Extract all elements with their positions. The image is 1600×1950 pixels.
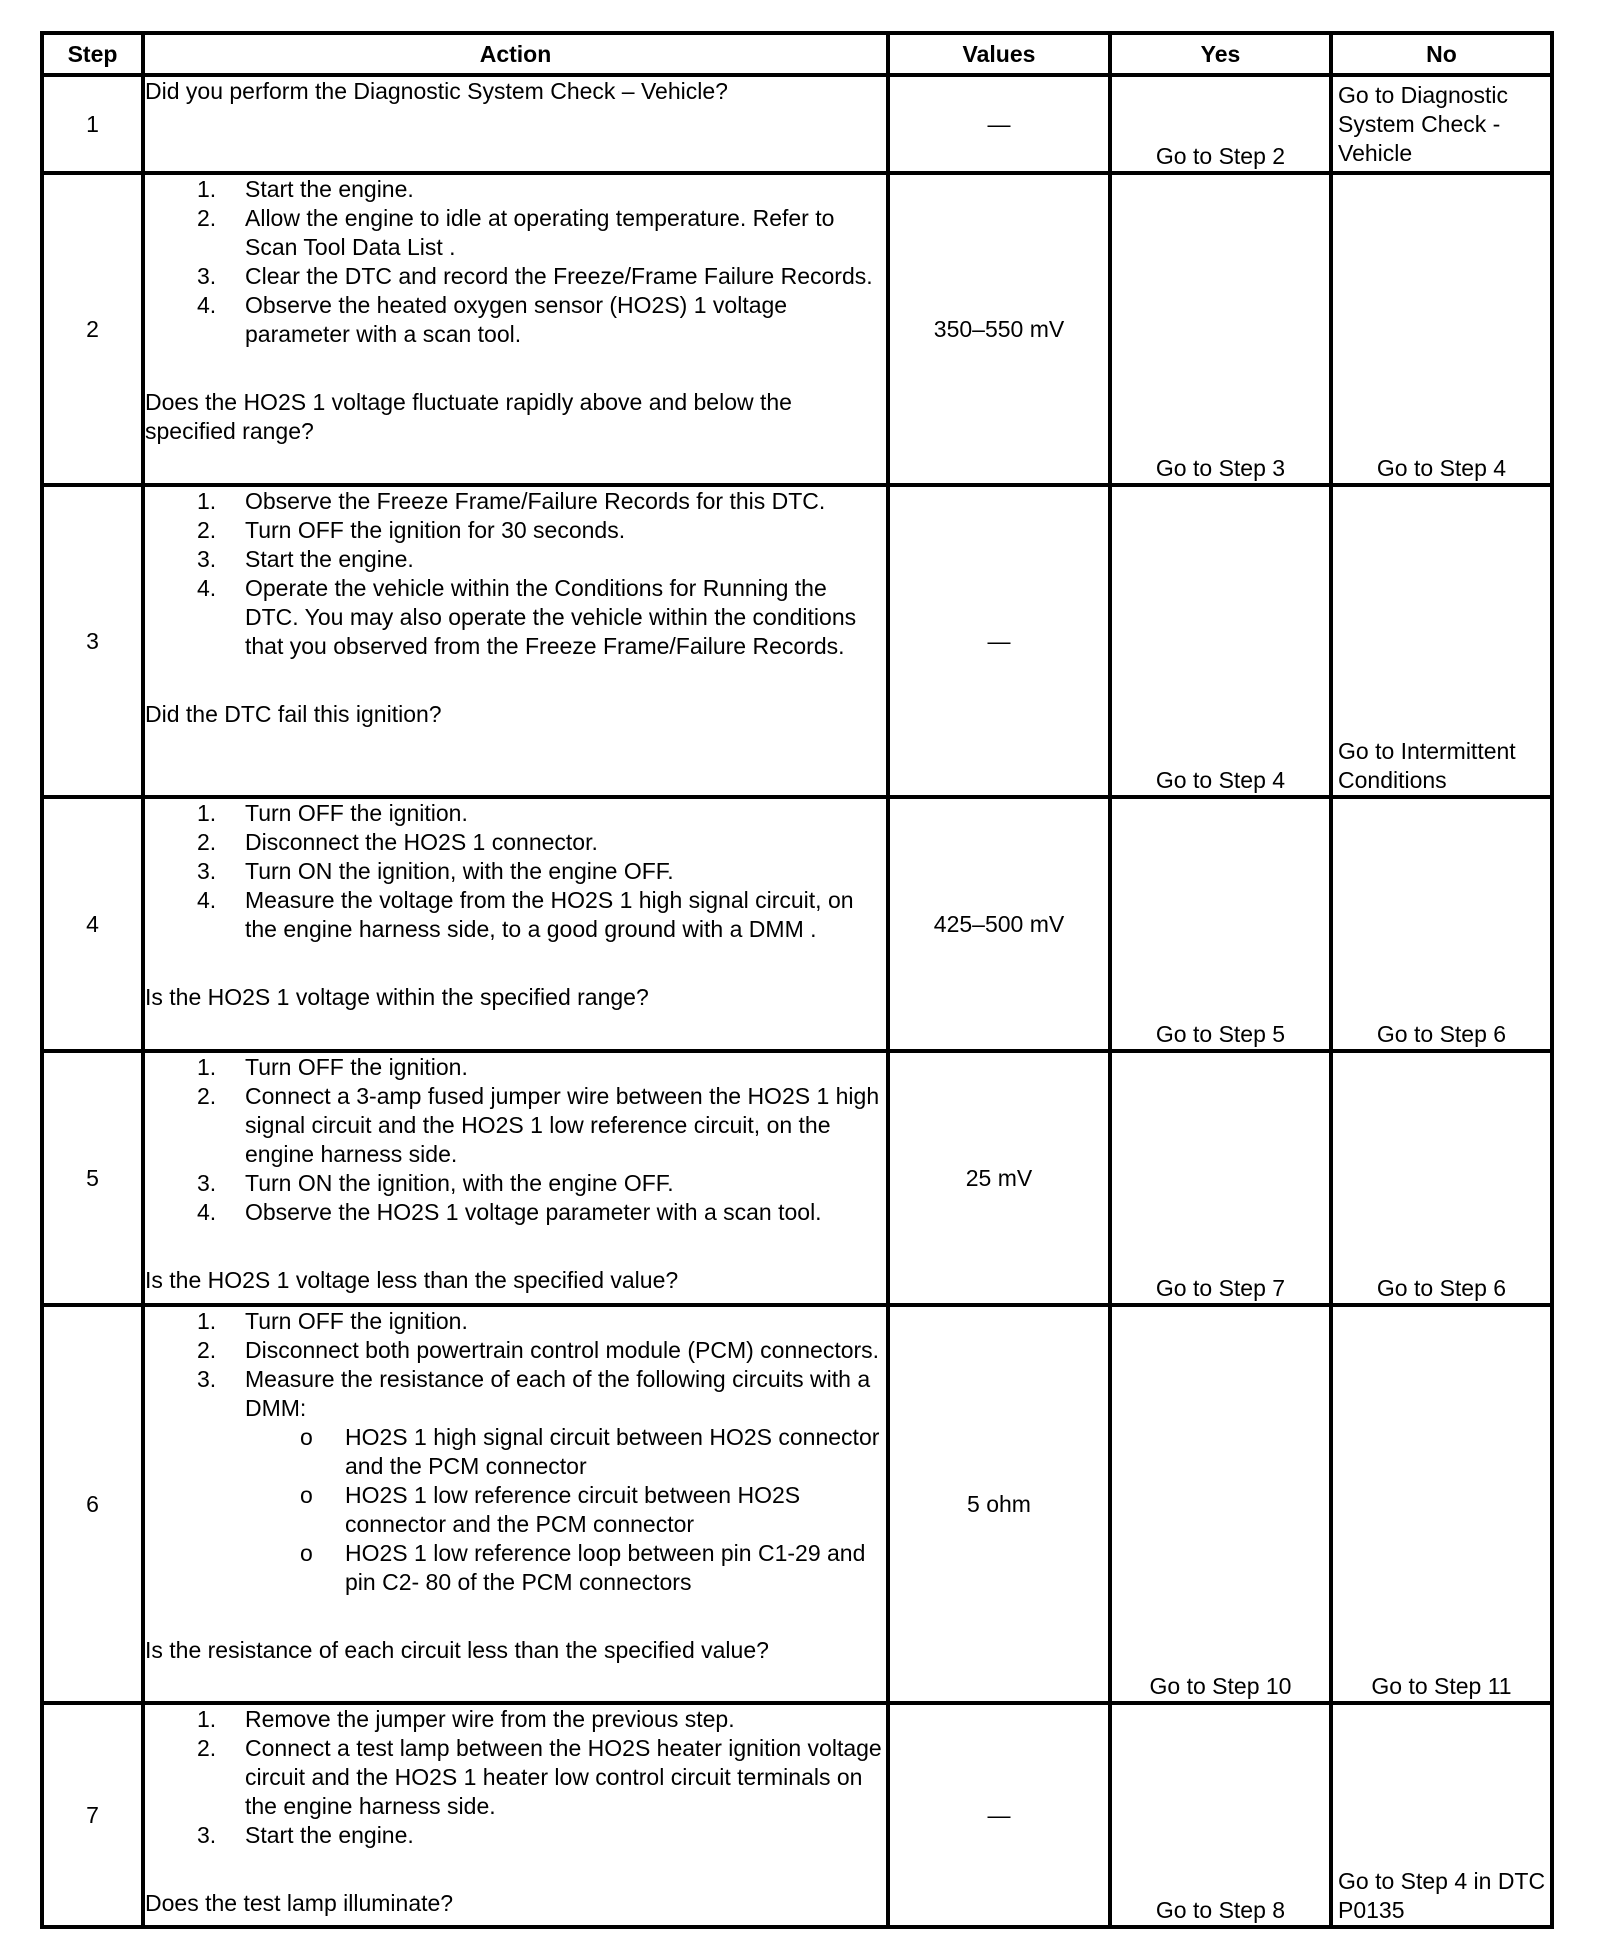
step-item-number: 2.: [197, 1337, 217, 1363]
step-number: 3: [42, 485, 143, 797]
value-cell: 25 mV: [888, 1051, 1110, 1305]
action-step-item: 4. Operate the vehicle within the Conditions for Running the DTC. You may also operate the vehicle within the conditions that you observed from the Freeze Frame/Failure Records.: [197, 575, 857, 659]
step-item-number: 1.: [197, 176, 217, 202]
table-row: [42, 1051, 1552, 1305]
yes-cell: Go to Step 4: [1110, 485, 1331, 797]
action-cell: [143, 1051, 888, 1305]
table-row: [42, 75, 1552, 173]
no-cell: Go to Step 4: [1331, 173, 1552, 485]
diagnostic-table: [40, 31, 1554, 1929]
step-item-number: 2.: [197, 517, 217, 543]
step-item-number: 3.: [197, 263, 217, 289]
step-item-number: 3.: [197, 546, 217, 572]
action-cell: [143, 485, 888, 797]
value-cell: 425–500 mV: [888, 797, 1110, 1051]
value-cell: —: [888, 75, 1110, 173]
action-step-item: 2. Disconnect both powertrain control module (PCM) connectors.: [197, 1337, 880, 1363]
action-step-item: 2. Connect a test lamp between the HO2S heater ignition voltage circuit and the HO2S 1 heater low control circuit terminals on the engine harness side.: [197, 1735, 882, 1819]
step-number: 7: [42, 1703, 143, 1927]
action-step-item: 3. Start the engine.: [197, 1822, 414, 1848]
action-step-item: 1. Start the engine.: [197, 176, 414, 202]
step-item-number: 3.: [197, 858, 217, 884]
yes-cell: Go to Step 8: [1110, 1703, 1331, 1927]
step-item-number: 1.: [197, 488, 217, 514]
step-item-number: 2.: [197, 1735, 217, 1761]
action-step-item: 3. Start the engine.: [197, 546, 414, 572]
header-action: Action: [143, 33, 888, 75]
action-question: Did you perform the Diagnostic System Check – Vehicle?: [145, 78, 728, 104]
action-steps: [145, 175, 886, 349]
action-steps: [145, 799, 886, 944]
value-cell: 5 ohm: [888, 1305, 1110, 1703]
step-item-number: 2.: [197, 829, 217, 855]
no-cell: Go to Intermittent Conditions: [1331, 485, 1552, 797]
circuit-list-item: o HO2S 1 low reference loop between pin C1-29 and pin C2- 80 of the PCM connectors: [300, 1540, 866, 1595]
header-yes: Yes: [1110, 33, 1331, 75]
yes-cell: Go to Step 5: [1110, 797, 1331, 1051]
step-item-number: 4.: [197, 887, 217, 913]
no-cell: Go to Step 6: [1331, 1051, 1552, 1305]
action-step-item: 2. Allow the engine to idle at operating temperature. Refer to Scan Tool Data List .: [197, 205, 835, 260]
action-step-item: 3. Clear the DTC and record the Freeze/Frame Failure Records.: [197, 263, 873, 289]
step-item-number: 1.: [197, 800, 217, 826]
action-cell: [143, 173, 888, 485]
header-row: [42, 33, 1552, 75]
yes-cell: Go to Step 3: [1110, 173, 1331, 485]
step-item-number: 3.: [197, 1170, 217, 1196]
circuit-list: [145, 1423, 886, 1597]
bullet-marker: o: [300, 1424, 313, 1450]
action-question: Did the DTC fail this ignition?: [145, 701, 442, 727]
step-item-number: 1.: [197, 1054, 217, 1080]
no-cell: Go to Step 6: [1331, 797, 1552, 1051]
step-number: 5: [42, 1051, 143, 1305]
action-step-item: 2. Turn OFF the ignition for 30 seconds.: [197, 517, 626, 543]
yes-cell: Go to Step 10: [1110, 1305, 1331, 1703]
step-item-number: 2.: [197, 205, 217, 231]
step-item-number: 1.: [197, 1706, 217, 1732]
step-item-number: 3.: [197, 1366, 217, 1392]
action-question: Is the HO2S 1 voltage less than the specified value?: [145, 1267, 679, 1293]
action-step-item: 2. Disconnect the HO2S 1 connector.: [197, 829, 598, 855]
value-cell: —: [888, 485, 1110, 797]
table-row: [42, 797, 1552, 1051]
header-step: Step: [42, 33, 143, 75]
action-step-item: 1. Turn OFF the ignition.: [197, 800, 468, 826]
header-values: Values: [888, 33, 1110, 75]
action-question: Does the test lamp illuminate?: [145, 1890, 454, 1916]
yes-cell: Go to Step 7: [1110, 1051, 1331, 1305]
action-steps: [145, 487, 886, 661]
action-question: Does the HO2S 1 voltage fluctuate rapidly above and below the specified range?: [145, 389, 792, 444]
step-item-number: 4.: [197, 1199, 217, 1225]
action-step-item: 3. Measure the resistance of each of the following circuits with a DMM:: [197, 1366, 871, 1421]
step-number: 4: [42, 797, 143, 1051]
action-cell: [143, 75, 888, 173]
step-number: 1: [42, 75, 143, 173]
action-step-item: 1. Turn OFF the ignition.: [197, 1054, 468, 1080]
action-question: Is the HO2S 1 voltage within the specified range?: [145, 984, 649, 1010]
action-step-item: 1. Observe the Freeze Frame/Failure Records for this DTC.: [197, 488, 826, 514]
action-steps: [145, 1705, 886, 1850]
bullet-marker: o: [300, 1482, 313, 1508]
step-number: 2: [42, 173, 143, 485]
action-cell: [143, 1703, 888, 1927]
action-cell: [143, 797, 888, 1051]
no-cell: Go to Diagnostic System Check - Vehicle: [1331, 75, 1552, 173]
value-cell: 350–550 mV: [888, 173, 1110, 485]
action-step-item: 4. Measure the voltage from the HO2S 1 high signal circuit, on the engine harness side, to a good ground with a DMM .: [197, 887, 854, 942]
step-number: 6: [42, 1305, 143, 1703]
action-step-item: 3. Turn ON the ignition, with the engine OFF.: [197, 1170, 674, 1196]
step-item-number: 4.: [197, 575, 217, 601]
step-item-number: 1.: [197, 1308, 217, 1334]
table-row: [42, 1703, 1552, 1927]
action-steps: [145, 1053, 886, 1227]
no-cell: Go to Step 4 in DTC P0135: [1331, 1703, 1552, 1927]
action-step-item: 3. Turn ON the ignition, with the engine OFF.: [197, 858, 674, 884]
step-item-number: 3.: [197, 1822, 217, 1848]
table-row: [42, 1305, 1552, 1703]
step-item-number: 4.: [197, 292, 217, 318]
action-steps: [145, 1307, 886, 1423]
table-row: [42, 485, 1552, 797]
action-step-item: 1. Turn OFF the ignition.: [197, 1308, 468, 1334]
action-step-item: 1. Remove the jumper wire from the previous step.: [197, 1706, 735, 1732]
circuit-list-item: o HO2S 1 low reference circuit between HO2S connector and the PCM connector: [300, 1482, 801, 1537]
table-row: [42, 173, 1552, 485]
step-item-number: 2.: [197, 1083, 217, 1109]
value-cell: —: [888, 1703, 1110, 1927]
bullet-marker: o: [300, 1540, 313, 1566]
circuit-list-item: o HO2S 1 high signal circuit between HO2S connector and the PCM connector: [300, 1424, 880, 1479]
action-cell: [143, 1305, 888, 1703]
action-step-item: 4. Observe the heated oxygen sensor (HO2S) 1 voltage parameter with a scan tool.: [197, 292, 788, 347]
action-step-item: 4. Observe the HO2S 1 voltage parameter with a scan tool.: [197, 1199, 822, 1225]
header-no: No: [1331, 33, 1552, 75]
yes-cell: Go to Step 2: [1110, 75, 1331, 173]
action-question: Is the resistance of each circuit less than the specified value?: [145, 1637, 769, 1663]
action-step-item: 2. Connect a 3-amp fused jumper wire between the HO2S 1 high signal circuit and the HO2S 1 low reference circuit, on the engine harness side.: [197, 1083, 880, 1167]
no-cell: Go to Step 11: [1331, 1305, 1552, 1703]
